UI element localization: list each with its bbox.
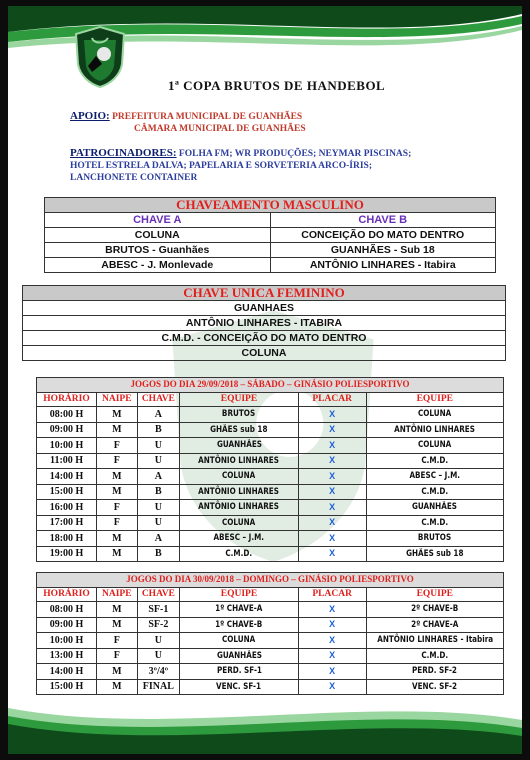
- match-score: X: [298, 679, 366, 695]
- apoio-line1: PREFEITURA MUNICIPAL DE GUANHÃES: [112, 112, 303, 122]
- home-team-cell: [180, 602, 299, 618]
- away-team: BRUTOS: [418, 533, 452, 543]
- column-header-row: [37, 587, 504, 602]
- column-header: CHAVE: [137, 392, 180, 407]
- home-team-cell: [180, 438, 299, 454]
- chave-b-team: GUANHÃES - Sub 18: [270, 243, 496, 258]
- match-time: 09:00 H: [37, 422, 97, 438]
- match-chave: SF-1: [137, 602, 180, 618]
- patrocinadores-line3: LANCHONETE CONTAINER: [70, 173, 198, 183]
- match-naipe: F: [97, 453, 137, 469]
- match-row: [37, 438, 504, 454]
- match-naipe: M: [97, 484, 137, 500]
- chave-a-team: BRUTOS - Guanhães: [45, 243, 271, 258]
- match-score: X: [298, 469, 366, 485]
- club-shield-logo: [74, 26, 126, 88]
- match-score: X: [298, 648, 366, 664]
- chave-b-label: CHAVE B: [270, 213, 496, 228]
- home-team-cell: [180, 469, 299, 485]
- home-team-cell: [180, 531, 299, 547]
- home-team: ABESC – J.M.: [213, 533, 265, 543]
- match-row: [37, 500, 504, 516]
- away-team-cell: [366, 484, 503, 500]
- away-team: C.M.D.: [421, 455, 449, 466]
- home-team: GUANHÃES: [216, 440, 262, 450]
- match-naipe: M: [97, 546, 137, 562]
- match-naipe: F: [97, 633, 137, 649]
- chave-b-team: ANTÔNIO LINHARES - Itabira: [270, 258, 496, 273]
- home-team: 1º CHAVE-B: [215, 619, 263, 630]
- home-team: ANTÔNIO LINHARES: [198, 502, 280, 512]
- day-title-row: [37, 378, 504, 393]
- home-team: COLUNA: [222, 471, 256, 481]
- home-team: COLUNA: [222, 635, 256, 645]
- away-team: ANTÔNIO LINHARES: [394, 424, 476, 435]
- schedule-table: [36, 377, 504, 695]
- match-row: [37, 531, 504, 547]
- home-team: ANTÔNIO LINHARES: [198, 486, 280, 497]
- away-team: COLUNA: [418, 440, 452, 450]
- chave-b-team: CONCEIÇÃO DO MATO DENTRO: [270, 228, 496, 243]
- home-team-cell: [180, 648, 299, 664]
- match-time: 14:00 H: [37, 664, 97, 680]
- match-score: X: [298, 515, 366, 531]
- home-team: PERD. SF-1: [216, 666, 262, 676]
- page-title: 1ª COPA BRUTOS DE HANDEBOL: [168, 78, 386, 93]
- match-score: X: [298, 438, 366, 454]
- feminino-title: CHAVE UNICA FEMININO: [23, 286, 506, 301]
- away-team-cell: [366, 633, 503, 649]
- home-team: VENC. SF-1: [216, 681, 262, 692]
- away-team-cell: [366, 438, 503, 454]
- away-team: PERD. SF-2: [412, 666, 458, 676]
- home-team: BRUTOS: [222, 409, 256, 419]
- away-team: C.M.D.: [421, 486, 449, 497]
- home-team: COLUNA: [222, 517, 256, 528]
- match-time: 09:00 H: [37, 617, 97, 633]
- match-score: X: [298, 664, 366, 680]
- match-chave: B: [137, 546, 180, 562]
- match-chave: FINAL: [137, 679, 180, 695]
- day-title-row: [37, 573, 504, 588]
- home-team: 1º CHAVE-A: [215, 604, 263, 614]
- match-naipe: M: [97, 469, 137, 485]
- feminino-team: C.M.D. - CONCEIÇÃO DO MATO DENTRO: [23, 331, 506, 346]
- match-time: 10:00 H: [37, 633, 97, 649]
- match-chave: U: [137, 438, 180, 454]
- match-row: [37, 633, 504, 649]
- away-team: ABESC – J.M.: [409, 471, 461, 481]
- match-row: [37, 422, 504, 438]
- away-team-cell: [366, 664, 503, 680]
- away-team-cell: [366, 648, 503, 664]
- match-score: X: [298, 500, 366, 516]
- match-naipe: M: [97, 602, 137, 618]
- away-team: C.M.D.: [421, 517, 449, 528]
- column-header: PLACAR: [298, 587, 366, 602]
- chave-a-team: COLUNA: [45, 228, 271, 243]
- away-team-cell: [366, 469, 503, 485]
- match-naipe: F: [97, 515, 137, 531]
- match-naipe: M: [97, 617, 137, 633]
- column-header: EQUIPE: [180, 392, 299, 407]
- home-team-cell: [180, 407, 299, 423]
- match-time: 15:00 H: [37, 679, 97, 695]
- home-team-cell: [180, 546, 299, 562]
- match-row: [37, 664, 504, 680]
- apoio-section: [70, 110, 306, 135]
- column-header: EQUIPE: [180, 587, 299, 602]
- chave-a-label: CHAVE A: [45, 213, 271, 228]
- match-time: 17:00 H: [37, 515, 97, 531]
- match-score: X: [298, 407, 366, 423]
- column-header: HORÁRIO: [37, 587, 97, 602]
- away-team: VENC. SF-2: [412, 681, 458, 692]
- match-time: 13:00 H: [37, 648, 97, 664]
- match-chave: U: [137, 648, 180, 664]
- masculino-title: CHAVEAMENTO MASCULINO: [45, 198, 496, 213]
- match-row: [37, 407, 504, 423]
- away-team-cell: [366, 602, 503, 618]
- match-row: [37, 546, 504, 562]
- column-header-row: [37, 392, 504, 407]
- match-row: [37, 484, 504, 500]
- away-team: 2º CHAVE-A: [411, 619, 459, 630]
- match-time: 14:00 H: [37, 469, 97, 485]
- away-team: GUANHÃES: [412, 502, 458, 512]
- match-row: [37, 453, 504, 469]
- match-naipe: F: [97, 648, 137, 664]
- match-time: 16:00 H: [37, 500, 97, 516]
- match-score: X: [298, 633, 366, 649]
- match-score: X: [298, 617, 366, 633]
- match-row: [37, 617, 504, 633]
- column-header: PLACAR: [298, 392, 366, 407]
- match-chave: SF-2: [137, 617, 180, 633]
- match-naipe: M: [97, 531, 137, 547]
- match-time: 08:00 H: [37, 602, 97, 618]
- home-team-cell: [180, 664, 299, 680]
- away-team-cell: [366, 617, 503, 633]
- day-separator: [37, 562, 504, 573]
- match-score: X: [298, 484, 366, 500]
- match-time: 15:00 H: [37, 484, 97, 500]
- match-chave: A: [137, 531, 180, 547]
- document-page: [8, 6, 522, 754]
- match-time: 18:00 H: [37, 531, 97, 547]
- feminino-team: COLUNA: [23, 346, 506, 361]
- match-row: [37, 515, 504, 531]
- home-team-cell: [180, 453, 299, 469]
- home-team: GHÃES sub 18: [210, 424, 268, 435]
- match-score: X: [298, 453, 366, 469]
- column-header: EQUIPE: [366, 392, 503, 407]
- day-title: JOGOS DO DIA 30/09/2018 – DOMINGO – GINÁSIO POLIESPORTIVO: [37, 573, 504, 588]
- match-score: X: [298, 546, 366, 562]
- match-chave: U: [137, 633, 180, 649]
- chave-a-team: ABESC - J. Monlevade: [45, 258, 271, 273]
- patrocinadores-line1: FOLHA FM; WR PRODUÇÕES; NEYMAR PISCINAS;: [178, 149, 412, 159]
- match-score: X: [298, 531, 366, 547]
- match-chave: A: [137, 407, 180, 423]
- patrocinadores-line2: HOTEL ESTRELA DALVA; PAPELARIA E SORVETERIA ARCO-ÍRIS;: [70, 161, 372, 171]
- home-team: ANTÔNIO LINHARES: [198, 455, 280, 466]
- away-team-cell: [366, 422, 503, 438]
- day-title: JOGOS DO DIA 29/09/2018 – SÁBADO – GINÁSIO POLIESPORTIVO: [37, 378, 504, 393]
- match-row: [37, 469, 504, 485]
- match-time: 19:00 H: [37, 546, 97, 562]
- home-team: GUANHÃES: [216, 650, 262, 661]
- match-chave: A: [137, 469, 180, 485]
- match-naipe: M: [97, 407, 137, 423]
- match-time: 10:00 H: [37, 438, 97, 454]
- away-team: COLUNA: [418, 409, 452, 419]
- column-header: HORÁRIO: [37, 392, 97, 407]
- away-team: C.M.D.: [421, 650, 449, 661]
- match-naipe: M: [97, 422, 137, 438]
- away-team-cell: [366, 546, 503, 562]
- home-team-cell: [180, 484, 299, 500]
- away-team-cell: [366, 407, 503, 423]
- match-row: [37, 602, 504, 618]
- home-team-cell: [180, 617, 299, 633]
- apoio-line2: CÂMARA MUNICIPAL DE GUANHÃES: [134, 124, 306, 134]
- match-naipe: F: [97, 500, 137, 516]
- match-naipe: M: [97, 679, 137, 695]
- match-chave: U: [137, 500, 180, 516]
- home-team: C.M.D.: [225, 548, 253, 559]
- home-team-cell: [180, 500, 299, 516]
- match-naipe: F: [97, 438, 137, 454]
- match-chave: U: [137, 515, 180, 531]
- match-time: 11:00 H: [37, 453, 97, 469]
- match-chave: 3º/4º: [137, 664, 180, 680]
- away-team-cell: [366, 515, 503, 531]
- match-chave: B: [137, 484, 180, 500]
- column-header: CHAVE: [137, 587, 180, 602]
- apoio-label: APOIO:: [70, 110, 110, 122]
- home-team-cell: [180, 633, 299, 649]
- feminino-bracket-table: [22, 285, 506, 361]
- away-team: ANTÔNIO LINHARES - Itabira: [376, 635, 493, 645]
- column-header: EQUIPE: [366, 587, 503, 602]
- feminino-team: ANTÔNIO LINHARES - ITABIRA: [23, 316, 506, 331]
- away-team-cell: [366, 531, 503, 547]
- match-time: 08:00 H: [37, 407, 97, 423]
- column-header: NAIPE: [97, 392, 137, 407]
- match-chave: U: [137, 453, 180, 469]
- away-team-cell: [366, 453, 503, 469]
- column-header: NAIPE: [97, 587, 137, 602]
- match-naipe: M: [97, 664, 137, 680]
- bottom-swoosh-decoration: [8, 690, 522, 754]
- match-score: X: [298, 602, 366, 618]
- match-row: [37, 648, 504, 664]
- feminino-team: GUANHAES: [23, 301, 506, 316]
- home-team-cell: [180, 515, 299, 531]
- patrocinadores-section: [70, 147, 411, 184]
- match-score: X: [298, 422, 366, 438]
- away-team: 2º CHAVE-B: [411, 604, 459, 614]
- away-team: GHÃES sub 18: [406, 548, 464, 559]
- match-chave: B: [137, 422, 180, 438]
- masculino-bracket-table: [44, 197, 496, 273]
- away-team-cell: [366, 500, 503, 516]
- patrocinadores-label: PATROCINADORES:: [70, 147, 177, 159]
- home-team-cell: [180, 422, 299, 438]
